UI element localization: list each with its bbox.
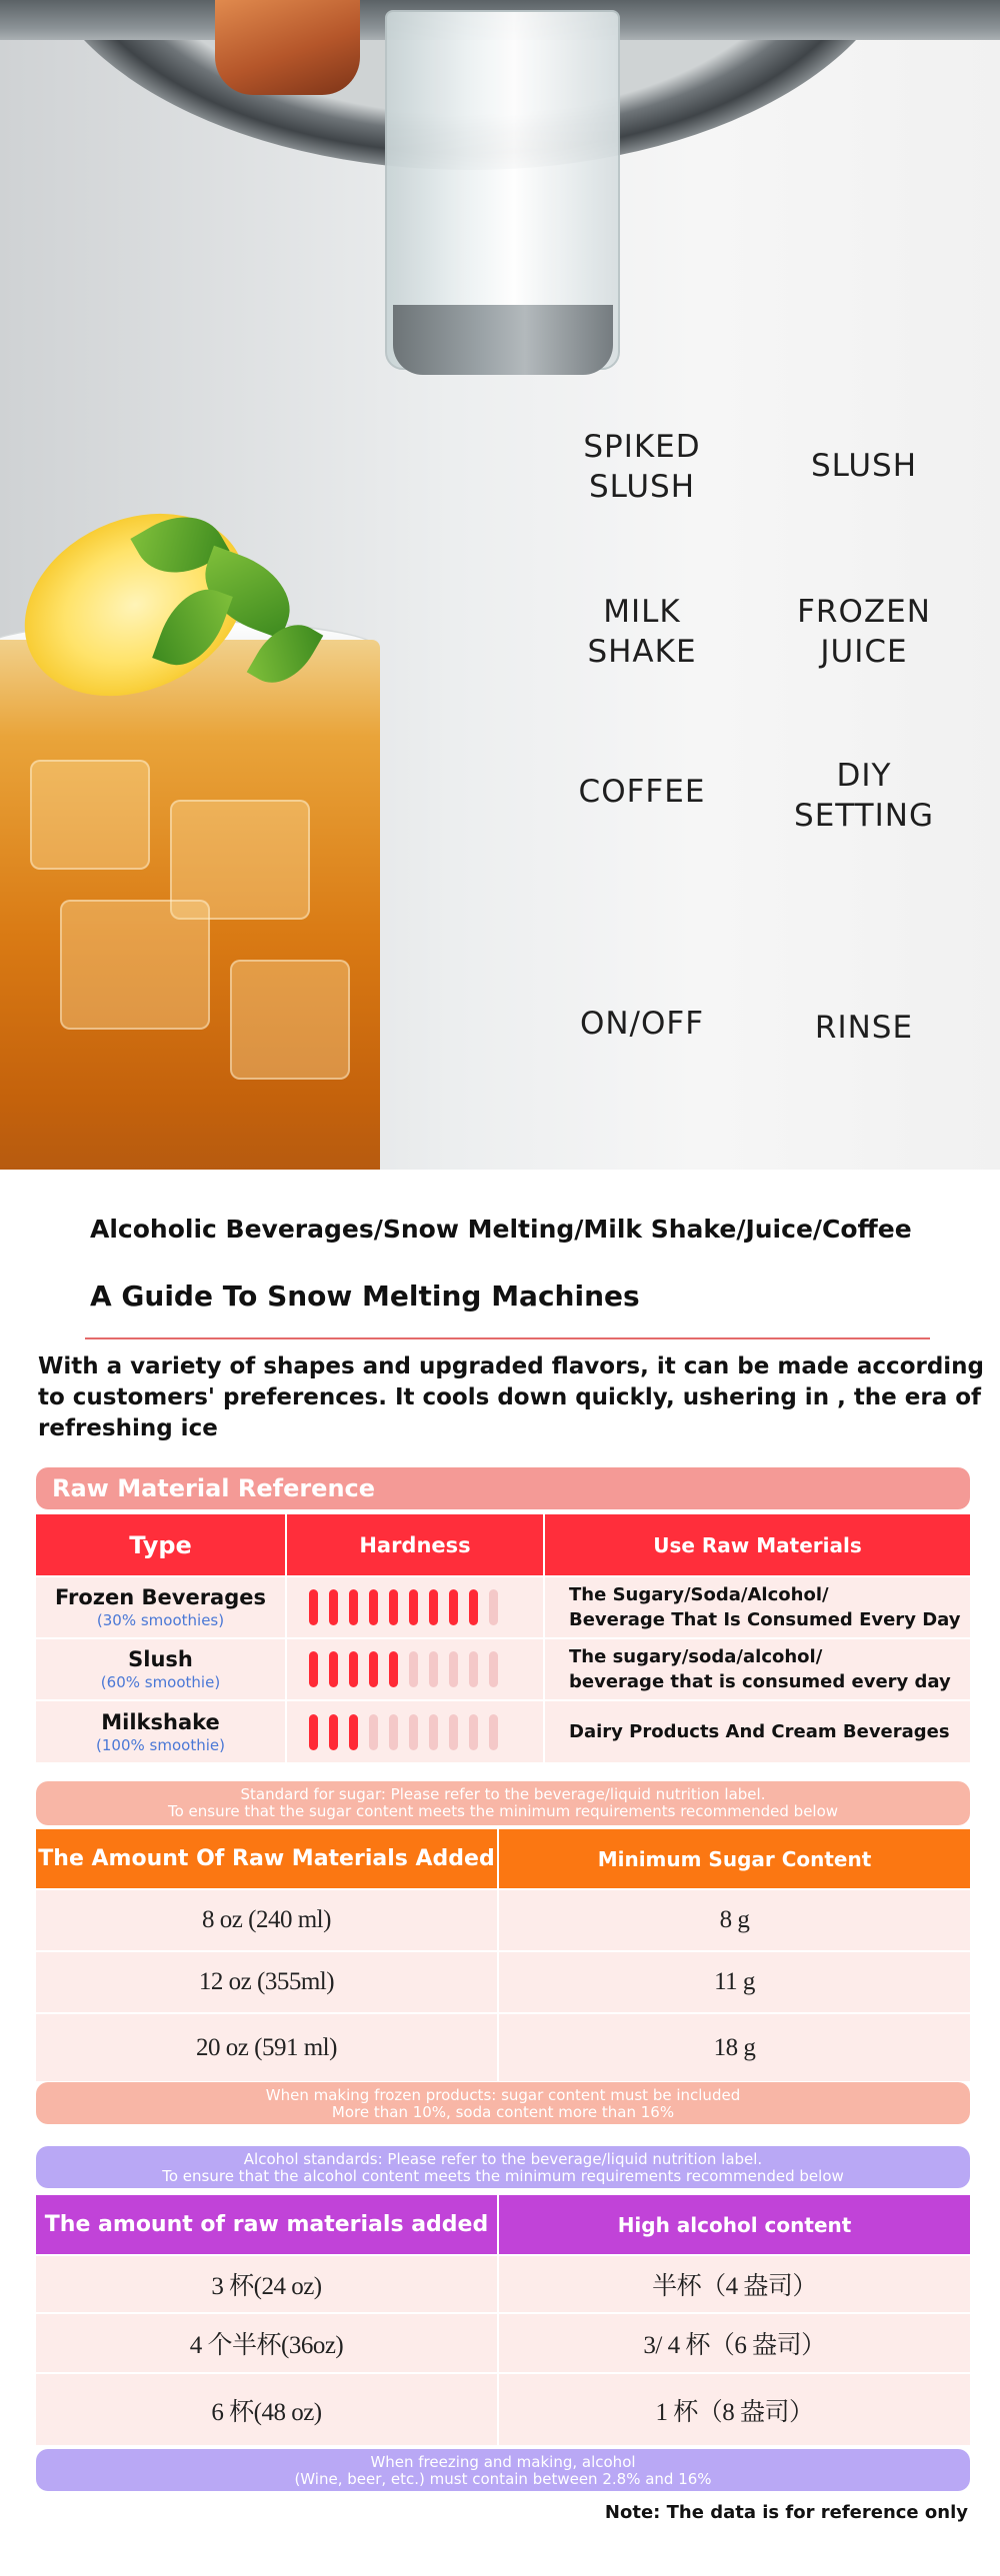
alcohol-footer-line: (Wine, beer, etc.) must contain between 2.8% and 16% — [294, 2470, 712, 2488]
page-subtitle: Alcoholic Beverages/Snow Melting/Milk Shake/Juice/Coffee — [90, 1215, 912, 1244]
hardness-bar-empty — [449, 1714, 458, 1750]
content-cell: 3/ 4 杯（6 盎司） — [498, 2313, 970, 2373]
hardness-bar-filled — [349, 1589, 358, 1625]
content-cell: 18 g — [498, 2013, 970, 2081]
hardness-bar-empty — [409, 1714, 418, 1750]
type-cell — [36, 1638, 286, 1700]
table-row — [36, 1576, 970, 1638]
col-alcohol-content: High alcohol content — [498, 2195, 970, 2255]
hardness-bar-filled — [349, 1714, 358, 1750]
ice-cube — [30, 760, 150, 870]
table-row — [36, 2255, 970, 2313]
hardness-meter — [287, 1589, 543, 1625]
hardness-bar-filled — [389, 1651, 398, 1687]
col-type: Type — [36, 1514, 286, 1576]
type-name: Milkshake — [101, 1709, 220, 1734]
label-frozen-juice: FROZEN JUICE — [797, 594, 931, 670]
use-cell — [544, 1576, 970, 1638]
use-line: beverage that is consumed every day — [569, 1671, 951, 1692]
type-name: Slush — [128, 1647, 193, 1671]
alcohol-note-banner — [36, 2146, 970, 2188]
hardness-meter — [287, 1651, 543, 1687]
hardness-bar-filled — [409, 1589, 418, 1625]
sugar-note-line: Standard for sugar: Please refer to the beverage/liquid nutrition label. — [240, 1785, 766, 1803]
alcohol-note-line: To ensure that the alcohol content meets the minimum requirements recommended below — [162, 2167, 844, 2185]
hardness-bar-empty — [429, 1714, 438, 1750]
alcohol-table — [36, 2195, 970, 2445]
type-cell — [36, 1700, 286, 1762]
col-hardness: Hardness — [286, 1514, 544, 1576]
use-line: Dairy Products And Cream Beverages — [569, 1721, 950, 1742]
table-row — [36, 2373, 970, 2445]
amount-cell: 4 个半杯(36oz) — [36, 2313, 498, 2373]
col-sugar-content: Minimum Sugar Content — [498, 1829, 970, 1889]
amount-cell: 3 杯(24 oz) — [36, 2255, 498, 2313]
type-cell — [36, 1576, 286, 1638]
use-line: Beverage That Is Consumed Every Day — [569, 1609, 961, 1630]
ice-cube — [60, 900, 210, 1030]
amount-cell: 20 oz (591 ml) — [36, 2013, 498, 2081]
use-line: The Sugary/Soda/Alcohol/ — [569, 1584, 829, 1605]
page-title: A Guide To Snow Melting Machines — [90, 1280, 640, 1312]
hardness-bar-filled — [369, 1651, 378, 1687]
alcohol-footer-line: When freezing and making, alcohol — [370, 2453, 636, 2471]
amount-cell: 12 oz (355ml) — [36, 1951, 498, 2013]
alcohol-note-line: Alcohol standards: Please refer to the beverage/liquid nutrition label. — [243, 2150, 763, 2168]
hardness-bar-filled — [309, 1589, 318, 1625]
type-name: Frozen Beverages — [55, 1585, 266, 1609]
label-slush: SLUSH — [810, 448, 918, 484]
hardness-bar-empty — [469, 1651, 478, 1687]
hardness-bar-filled — [369, 1589, 378, 1625]
hardness-bar-filled — [469, 1589, 478, 1625]
col-amount: The amount of raw materials added — [36, 2195, 498, 2255]
use-cell — [544, 1700, 970, 1762]
hardness-bar-filled — [389, 1589, 398, 1625]
alcohol-footer-banner — [36, 2449, 970, 2491]
content-cell: 11 g — [498, 1951, 970, 2013]
use-line: The sugary/soda/alcohol/ — [569, 1646, 823, 1667]
label-coffee: COFFEE — [578, 774, 706, 810]
hardness-bar-empty — [389, 1714, 398, 1750]
hardness-cell — [286, 1576, 544, 1638]
label-diy-setting: DIY SETTING — [794, 758, 934, 834]
type-sub: (30% smoothies) — [96, 1611, 225, 1629]
hardness-bar-filled — [329, 1589, 338, 1625]
content-cell: 8 g — [498, 1889, 970, 1951]
hardness-bar-empty — [369, 1714, 378, 1750]
hardness-bar-empty — [429, 1651, 438, 1687]
hardness-bar-filled — [309, 1714, 318, 1750]
title-divider — [85, 1337, 930, 1339]
hardness-bar-filled — [329, 1714, 338, 1750]
sugar-footer-line: When making frozen products: sugar content must be included — [265, 2086, 741, 2104]
table-row — [36, 1638, 970, 1700]
hardness-cell — [286, 1638, 544, 1700]
intro-text: With a variety of shapes and upgraded flavors, it can be made according to customers' preferences. It cools down quickly, ushering in , the era of refreshing ice — [38, 1353, 985, 1441]
machine-lever — [215, 0, 360, 95]
label-on-off: ON/OFF — [579, 1006, 705, 1042]
hardness-cell — [286, 1700, 544, 1762]
col-amount: The Amount Of Raw Materials Added — [36, 1829, 498, 1889]
type-sub: (60% smoothie) — [100, 1673, 221, 1691]
col-use: Use Raw Materials — [544, 1514, 970, 1576]
use-cell — [544, 1638, 970, 1700]
table-row — [36, 1700, 970, 1762]
hardness-bar-empty — [489, 1589, 498, 1625]
hardness-bar-empty — [409, 1651, 418, 1687]
hardness-bar-filled — [429, 1589, 438, 1625]
raw-material-banner: Raw Material Reference — [36, 1467, 970, 1509]
table-row — [36, 1889, 970, 1951]
hardness-bar-empty — [489, 1714, 498, 1750]
raw-material-table — [36, 1514, 970, 1762]
hardness-bar-filled — [309, 1651, 318, 1687]
hardness-meter — [287, 1714, 543, 1750]
label-rinse: RINSE — [814, 1010, 914, 1046]
table-row — [36, 1951, 970, 2013]
hero-image — [0, 0, 1000, 1170]
amount-cell: 6 杯(48 oz) — [36, 2373, 498, 2445]
hardness-bar-filled — [329, 1651, 338, 1687]
amount-cell: 8 oz (240 ml) — [36, 1889, 498, 1951]
label-milk-shake: MILK SHAKE — [587, 594, 697, 670]
sugar-table — [36, 1829, 970, 2081]
content-cell: 半杯（4 盎司） — [498, 2255, 970, 2313]
dispenser-cap — [393, 305, 613, 375]
type-sub: (100% smoothie) — [96, 1735, 225, 1754]
hardness-bar-empty — [469, 1714, 478, 1750]
label-spiked-slush: SPIKED SLUSH — [583, 429, 701, 505]
table-row — [36, 2313, 970, 2373]
sugar-footer-line: More than 10%, soda content more than 16% — [331, 2103, 675, 2121]
hardness-bar-empty — [489, 1651, 498, 1687]
hardness-bar-empty — [449, 1651, 458, 1687]
content-cell: 1 杯（8 盎司） — [498, 2373, 970, 2445]
ice-cube — [230, 960, 350, 1080]
hardness-bar-filled — [349, 1651, 358, 1687]
hardness-bar-filled — [449, 1589, 458, 1625]
sugar-footer-banner — [36, 2082, 970, 2124]
reference-footnote: Note: The data is for reference only — [604, 2502, 968, 2523]
sugar-note-line: To ensure that the sugar content meets the minimum requirements recommended below — [167, 1802, 839, 1820]
table-row — [36, 2013, 970, 2081]
sugar-note-banner — [36, 1781, 970, 1825]
